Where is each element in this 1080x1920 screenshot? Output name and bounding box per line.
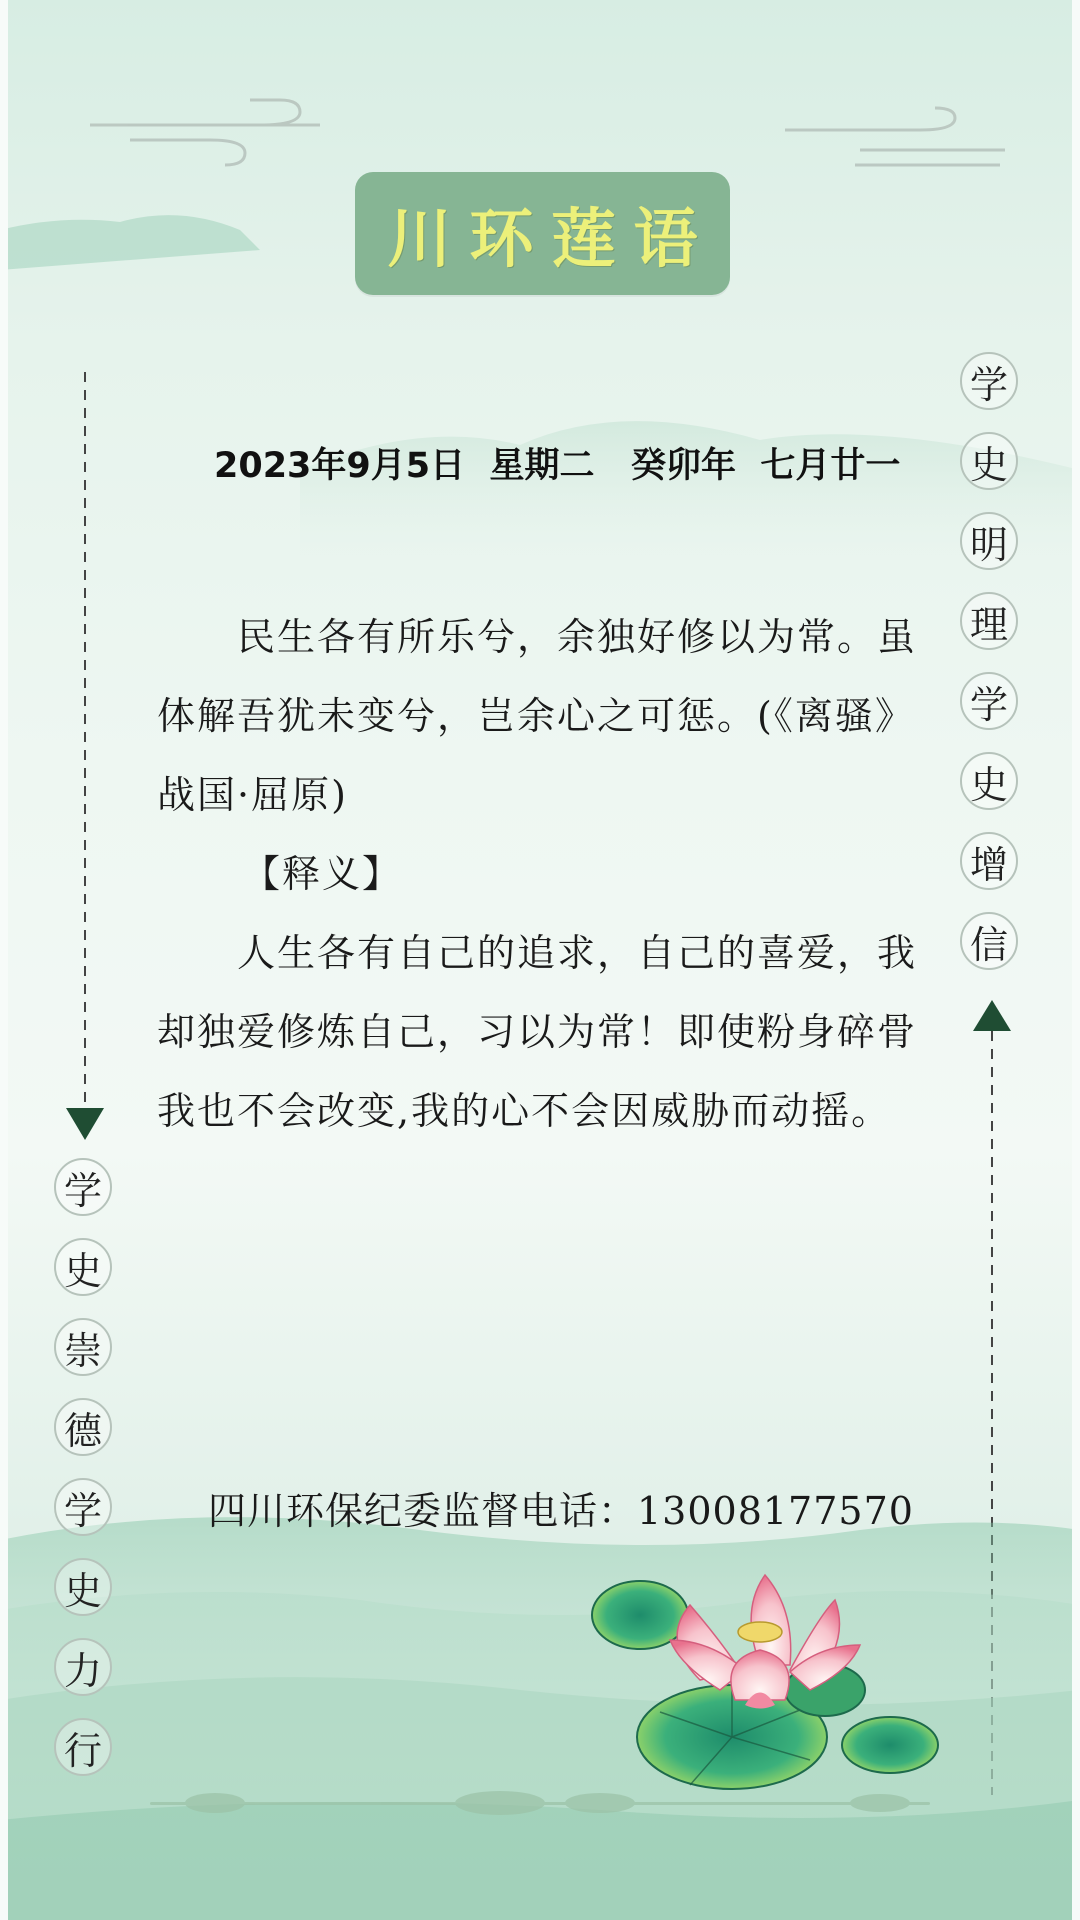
left-slogan-char: 崇 [54, 1318, 112, 1376]
explanation-text: 人生各有自己的追求，自己的喜爱，我却独爱修炼自己，习以为常！即使粉身碎骨我也不会改变,我的心不会因威胁而动摇。 [157, 931, 918, 1133]
supervision-phone: 四川环保纪委监督电话：13008177570 [208, 1489, 914, 1533]
date-line: 2023年9月5日 星期二 癸卯年 七月廿一 [214, 446, 901, 486]
left-slogan-char: 行 [54, 1718, 112, 1776]
right-slogan-char: 理 [960, 592, 1018, 650]
right-slogan-column [960, 352, 1018, 992]
left-slogan-char: 史 [54, 1558, 112, 1616]
explanation-label: 【释义】 [242, 852, 403, 896]
left-slogan-column [54, 1158, 112, 1798]
quote-text: 民生各有所乐兮，余独好修以为常。虽体解吾犹未变兮，岂余心之可惩。(《离骚》战国·屈原) [157, 615, 918, 817]
triangle-down-icon [66, 1108, 104, 1140]
page-title: 川环莲语 [387, 202, 716, 277]
right-slogan-char: 增 [960, 832, 1018, 890]
title-badge [355, 172, 730, 295]
left-slogan-char: 学 [54, 1158, 112, 1216]
left-slogan-char: 德 [54, 1398, 112, 1456]
lotus-leaf-back [592, 1581, 688, 1649]
left-slogan-char: 学 [54, 1478, 112, 1536]
mountain-mist-top-left [0, 215, 260, 270]
content-body [157, 598, 917, 1151]
lotus-leaf-small [842, 1717, 938, 1773]
cloud-line-right [785, 108, 1005, 165]
right-slogan-char: 史 [960, 752, 1018, 810]
cloud-line-left [90, 100, 320, 165]
left-slogan-char: 史 [54, 1238, 112, 1296]
right-slogan-char: 学 [960, 672, 1018, 730]
triangle-up-icon [973, 1000, 1011, 1031]
right-slogan-char: 史 [960, 432, 1018, 490]
right-slogan-char: 学 [960, 352, 1018, 410]
right-slogan-char: 明 [960, 512, 1018, 570]
left-slogan-char: 力 [54, 1638, 112, 1696]
right-slogan-char: 信 [960, 912, 1018, 970]
mist-bottom [0, 1800, 1080, 1920]
